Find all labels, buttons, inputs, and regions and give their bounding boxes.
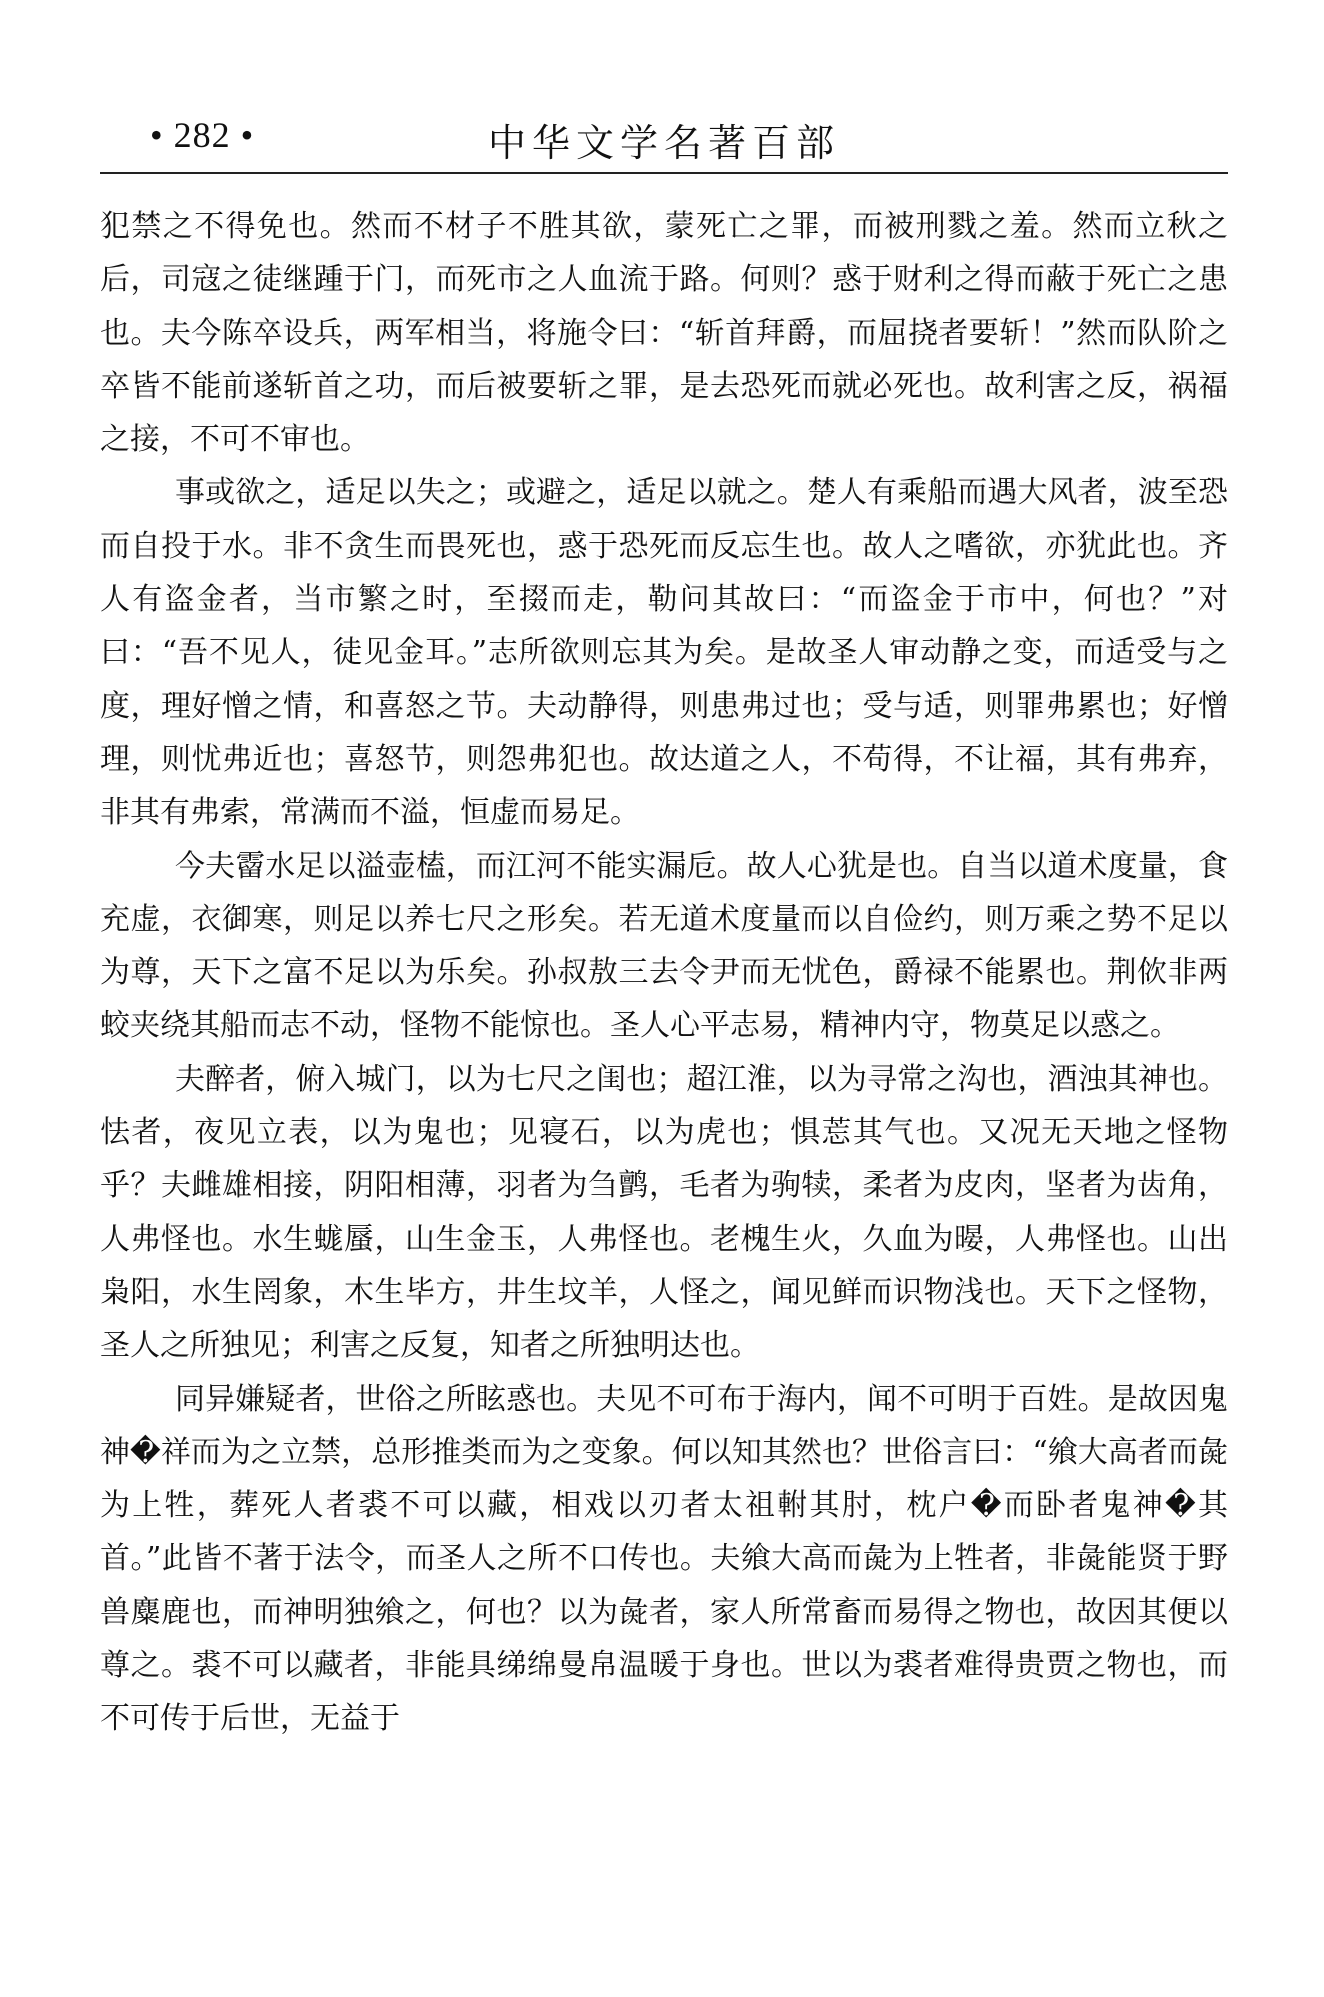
body-text: [100, 200, 1228, 1746]
paragraph-2: 事或欲之，适足以失之；或避之，适足以就之。楚人有乘船而遇大风者，波至恐而自投于水。非不贪生而畏死也，惑于恐死而反忘生也。故人之嗜欲，亦犹此也。齐人有盗金者，当市繁之时，至掇而走，勒问其故曰：“而盗金于市中，何也？”对曰：“吾不见人，徒见金耳。”志所欲则忘其为矣。是故圣人审动静之变，而适受与之度，理好憎之情，和喜怒之节。夫动静得，则患弗过也；受与适，则罪弗累也；好憎理，则忧弗近也；喜怒节，则怨弗犯也。故达道之人，不苟得，不让福，其有弗弃，非其有弗索，常满而不溢，恒虚而易足。: [100, 475, 1228, 831]
running-header: [100, 100, 1228, 174]
paragraph-4: 夫醉者，俯入城门，以为七尺之闺也；超江淮，以为寻常之沟也，酒浊其神也。怯者，夜见立表，以为鬼也；见寝石，以为虎也；惧莣其气也。又况无天地之怪物乎？夫雌雄相接，阴阳相薄，羽者为刍鹯，毛者为驹犊，柔者为皮肉，坚者为齿角，人弗怪也。水生蛖蜃，山生金玉，人弗怪也。老槐生火，久血为暥，人弗怪也。山出枭阳，水生罔象，木生毕方，井生坟羊，人怪之，闻见鲜而识物浅也。天下之怪物，圣人之所独见；利害之反复，知者之所独明达也。: [100, 1061, 1228, 1364]
paragraph-3: 今夫霤水足以溢壶榼，而江河不能实漏卮。故人心犹是也。自当以道术度量，食充虚，衣御寒，则足以养七尺之形矣。若无道术度量而以自俭约，则万乘之势不足以为尊，天下之富不足以为乐矣。孙叔敖三去令尹而无忧色，爵禄不能累也。荆佽非两蛟夹绕其船而志不动，怪物不能惊也。圣人心平志易，精神内守，物莫足以惑之。: [100, 848, 1228, 1044]
paragraph-1: 犯禁之不得免也。然而不材子不胜其欲，蒙死亡之罪，而被刑戮之羞。然而立秋之后，司寇之徒继踵于门，而死市之人血流于路。何则？惑于财利之得而蔽于死亡之患也。夫今陈卒设兵，两军相当，将施令曰：“斩首拜爵，而屈挠者要斩！”然而队阶之卒皆不能前遂斩首之功，而后被要斩之罪，是去恐死而就必死也。故利害之反，祸福之接，不可不审也。: [100, 209, 1228, 458]
paragraph-5: 同异嫌疑者，世俗之所眩惑也。夫见不可布于海内，闻不可明于百姓。是故因鬼神�祥而为之立禁，总形推类而为之变象。何以知其然也？世俗言曰：“飨大高者而彘为上牲，葬死人者裘不可以藏，相戏以刃者太祖軵其肘，枕户�而卧者鬼神�其首。”此皆不著于法令，而圣人之所不口传也。夫飨大高而彘为上牲者，非彘能贤于野兽麋鹿也，而神明独飨之，何也？以为彘者，家人所常畜而易得之物也，故因其便以尊之。裘不可以藏者，非能具绨绵曼帛温暖于身也。世以为裘者难得贵贾之物也，而不可传于后世，无益于: [100, 1381, 1228, 1737]
page-number: • 282 •: [150, 115, 255, 155]
book-title: 中华文学名著百部: [487, 121, 840, 165]
